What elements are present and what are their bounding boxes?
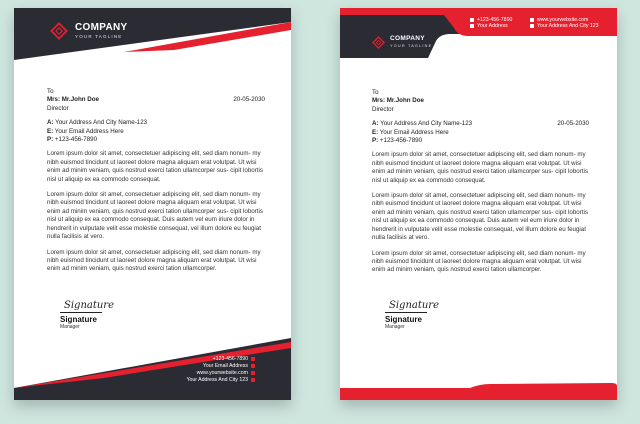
signature-title: Signature bbox=[385, 315, 422, 324]
header-address-full: Your Address And City 123 bbox=[530, 23, 599, 29]
header-phone: +123-456-7890 bbox=[470, 17, 512, 23]
signature-block bbox=[385, 300, 439, 330]
paragraph: Lorem ipsum dolor sit amet, consectetuer adipiscing elit, sed diam nonum- my nibh euismod tincidunt ut laoreet dolore magna aliquam erat volutpat. Ut wisi enim ad minim veniam, quis nostrud exerci tation ullamcorper sus- cipit lobortis nisl ut aliquip ex ea commodo consequat. bbox=[372, 151, 588, 184]
phone-line: P: +123-456-7890 bbox=[372, 137, 423, 145]
letter-date: 20-05-2030 bbox=[557, 120, 589, 128]
email-line: E: Your Email Address Here bbox=[47, 127, 124, 135]
letterhead-right bbox=[340, 8, 617, 400]
company-tagline: YOUR TAGLINE bbox=[75, 33, 123, 39]
company-name: COMPANY bbox=[75, 21, 128, 33]
header-top-red-bar bbox=[340, 8, 617, 15]
paragraph: Lorem ipsum dolor sit amet, consectetuer adipiscing elit, sed diam nonum- my nibh euismod tincidunt ut laoreet dolore magna aliquam erat volutpat. Ut wisi enim ad minim veniam, quis nostrud exerci tation ullamcorper sus- cipit lobortis nisl ut aliquip ex ea commodo consequat. bbox=[47, 150, 263, 183]
recipient-role: Director bbox=[47, 104, 69, 112]
paragraph: Lorem ipsum dolor sit amet, consectetuer adipiscing elit, sed diam nonum- my nibh euismod tincidunt ut laoreet dolore magna aliquam erat volutpat. Ut wisi enim ad minim veniam, quis nostrud exerci tation ullamcorper. bbox=[372, 249, 586, 274]
company-logo bbox=[50, 22, 127, 40]
phone-icon bbox=[470, 18, 474, 22]
footer-red-band bbox=[340, 383, 617, 400]
paragraph: Lorem ipsum dolor sit amet, consectetuer adipiscing elit, sed diam nonum- my nibh euismod tincidunt ut laoreet dolore magna aliquam erat volutpat. Ut wisi enim ad minim veniam, quis nostrud exerci tation ullamcorper sus- cipit lobortis nisl ut aliquip ex ea commodo consequat. Duis autem vel eum iriure dolor in hendrerit in vulputate velit esse molestie consequat, vel illum dolore eu feugiat nulla facilisis at vero. bbox=[372, 192, 588, 242]
letter-date: 20-05-2030 bbox=[233, 96, 265, 104]
globe-icon bbox=[530, 18, 534, 22]
footer-address: Your Address And City 123 bbox=[186, 377, 255, 383]
letter-body bbox=[372, 89, 589, 282]
signature-title: Signature bbox=[60, 315, 97, 324]
email-line: E: Your Email Address Here bbox=[372, 128, 449, 136]
signature-block bbox=[60, 300, 114, 330]
header-website: www.yourwebsite.com bbox=[530, 17, 588, 23]
company-name: COMPANY bbox=[390, 35, 425, 43]
letter-body bbox=[47, 88, 265, 281]
letterhead-left bbox=[14, 8, 291, 400]
footer-website: www.yourwebsite.com bbox=[197, 370, 255, 376]
location-icon bbox=[530, 24, 534, 28]
footer-email: Your Email Address bbox=[203, 363, 255, 369]
mail-icon bbox=[251, 364, 255, 368]
diamond-logo-icon bbox=[372, 36, 385, 49]
phone-line: P: +123-456-7890 bbox=[47, 136, 98, 144]
signature-script: Signature bbox=[64, 300, 115, 311]
to-label: To bbox=[372, 89, 379, 96]
location-icon bbox=[251, 378, 255, 382]
signature-role: Manager bbox=[385, 324, 405, 330]
company-tagline: YOUR TAGLINE bbox=[390, 43, 433, 48]
diamond-logo-icon bbox=[50, 22, 68, 40]
recipient-role: Director bbox=[372, 105, 394, 113]
address-line: A: Your Address And City Name-123 bbox=[47, 119, 148, 127]
signature-role: Manager bbox=[60, 324, 80, 330]
location-icon bbox=[470, 24, 474, 28]
globe-icon bbox=[251, 371, 255, 375]
recipient-name: Mrs: Mr.John Doe bbox=[47, 96, 99, 104]
address-line: A: Your Address And City Name-123 bbox=[372, 120, 473, 128]
recipient-name: Mrs: Mr.John Doe bbox=[372, 97, 424, 105]
paragraph: Lorem ipsum dolor sit amet, consectetuer adipiscing elit, sed diam nonum- my nibh euismod tincidunt ut laoreet dolore magna aliquam erat volutpat. Ut wisi enim ad minim veniam, quis nostrud exerci tation ullamcorper. bbox=[47, 248, 261, 273]
footer-phone: +123-456-7890 bbox=[213, 356, 255, 362]
signature-line bbox=[60, 312, 102, 313]
signature-line bbox=[385, 312, 427, 313]
company-logo bbox=[372, 36, 432, 49]
paragraph: Lorem ipsum dolor sit amet, consectetuer adipiscing elit, sed diam nonum- my nibh euismod tincidunt ut laoreet dolore magna aliquam erat volutpat. Ut wisi enim ad minim veniam, quis nostrud exerci tation ullamcorper sus- cipit lobortis nisl ut aliquip ex ea commodo consequat. Duis autem vel eum iriure dolor in hendrerit in vulputate velit esse molestie consequat, vel illum dolore eu feugiat nulla facilisis at vero. bbox=[47, 191, 263, 241]
signature-script: Signature bbox=[389, 300, 440, 311]
to-label: To bbox=[47, 88, 54, 95]
phone-icon bbox=[251, 357, 255, 361]
header-address: Your Address bbox=[470, 23, 508, 29]
